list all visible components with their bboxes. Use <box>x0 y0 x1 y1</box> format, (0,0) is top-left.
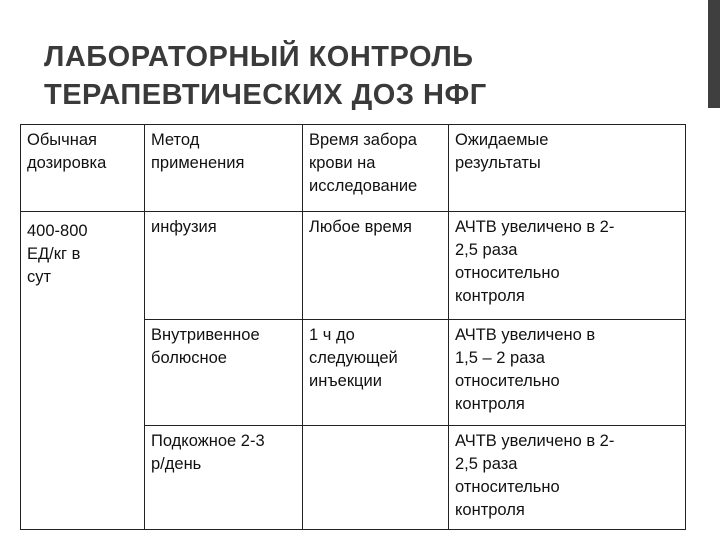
method-cell: Подкожное 2-3 р/день <box>145 426 303 530</box>
time-cell <box>303 426 449 530</box>
method-cell: инфузия <box>145 212 303 320</box>
table-row <box>21 212 686 320</box>
dosage-cell: 400-800 ЕД/кг в сут <box>21 212 145 530</box>
decorative-side-bar <box>708 0 720 108</box>
time-cell: Любое время <box>303 212 449 320</box>
result-cell: АЧТВ увеличено в 1,5 – 2 раза относительно контроля <box>449 320 686 426</box>
result-cell: АЧТВ увеличено в 2- 2,5 раза относительно контроля <box>449 426 686 530</box>
dose-control-table <box>20 124 686 530</box>
header-dosage: Обычная дозировка <box>21 125 145 212</box>
method-cell: Внутривенное болюсное <box>145 320 303 426</box>
result-cell: АЧТВ увеличено в 2- 2,5 раза относительно контроля <box>449 212 686 320</box>
header-expected-results: Ожидаемые результаты <box>449 125 686 212</box>
slide-title: ЛАБОРАТОРНЫЙ КОНТРОЛЬ ТЕРАПЕВТИЧЕСКИХ ДОЗ НФГ <box>44 41 487 111</box>
time-cell: 1 ч до следующей инъекции <box>303 320 449 426</box>
table-header-row <box>21 125 686 212</box>
header-sampling-time: Время забора крови на исследование <box>303 125 449 212</box>
header-method: Метод применения <box>145 125 303 212</box>
